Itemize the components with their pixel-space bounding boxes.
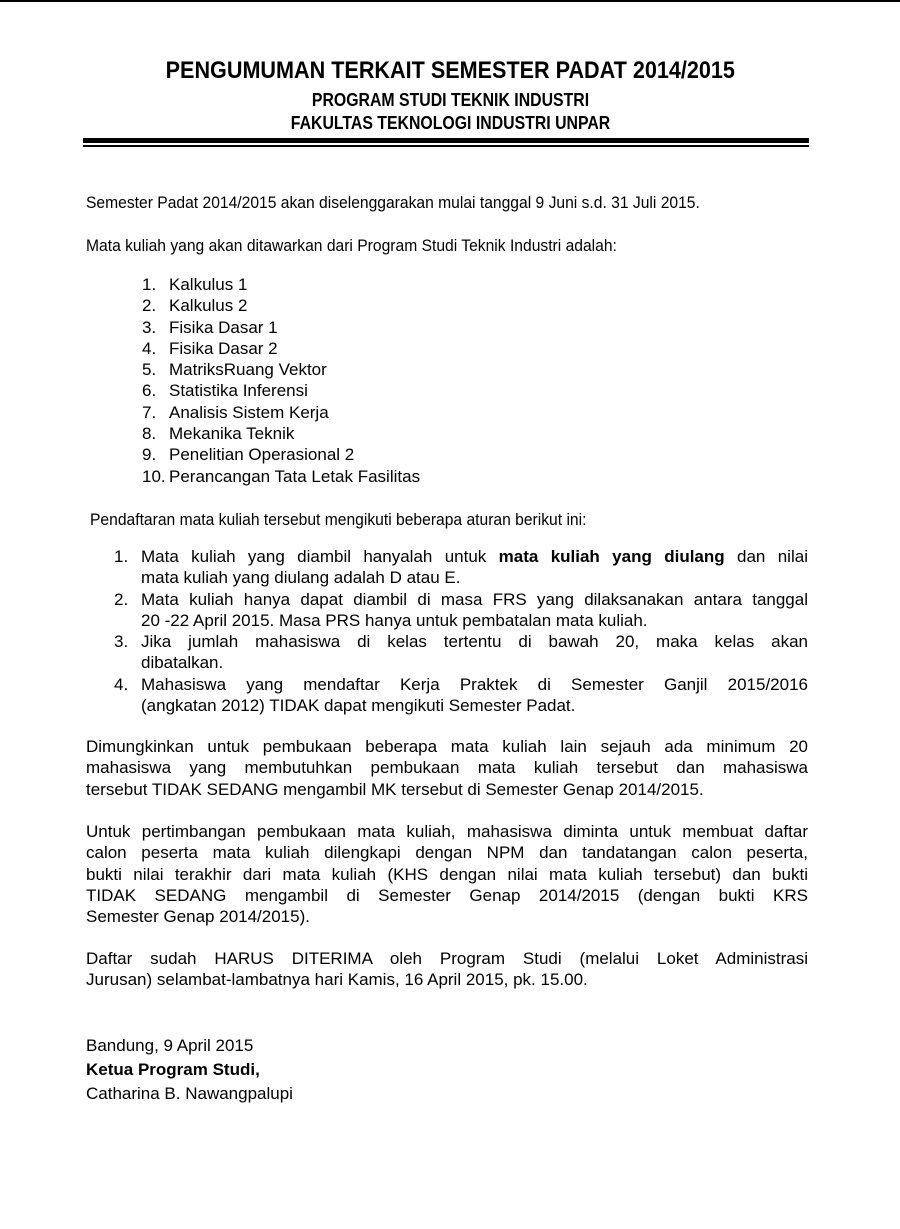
course-item: 5. MatriksRuang Vektor (142, 360, 327, 380)
course-item: 9. Penelitian Operasional 2 (142, 445, 355, 465)
course-item: 7. Analisis Sistem Kerja (142, 402, 329, 422)
page-top-border (0, 0, 900, 2)
emphasis-repeated-courses: mata kuliah yang diulang (498, 547, 725, 566)
additional-courses-paragraph: Dimungkinkan untuk pembukaan beberapa mata kuliah lain sejauh ada minimum 20 mahasiswa yang membutuhkan pembukaan mata kuliah tersebut dan mahasiswa tersebut TIDAK SEDANG mengambil MK tersebut di Semester Genap 2014/2015. (86, 737, 808, 799)
rule-item: 2. Mata kuliah hanya dapat diambil di masa FRS yang dilaksanakan antara tanggal 20 -22 April 2015. Masa PRS hanya untuk pembatalan mata kuliah. (114, 589, 808, 630)
signature-role: Ketua Program Studi, (86, 1060, 260, 1079)
document-title: PENGUMUMAN TERKAIT SEMESTER PADAT 2014/2015 (165, 57, 735, 84)
requirements-paragraph: Untuk pertimbangan pembukaan mata kuliah, mahasiswa diminta untuk membuat daftar calon peserta mata kuliah dilengkapi dengan NPM dan tandatangan calon peserta, bukti nilai terakhir dari mata kuliah (KHS dengan nilai mata kuliah tersebut) dan bukti TIDAK SEDANG mengambil di Semester Genap 2014/2015 (dengan bukti KRS Semester Genap 2014/2015). (86, 822, 808, 927)
header-divider-thick (83, 138, 809, 143)
signature-place-date: Bandung, 9 April 2015 (86, 1036, 254, 1055)
course-list (142, 274, 420, 487)
course-item: 8. Mekanika Teknik (142, 424, 295, 444)
signature-name: Catharina B. Nawangpalupi (86, 1084, 293, 1103)
document-subtitle-faculty: FAKULTAS TEKNOLOGI INDUSTRI UNPAR (290, 113, 610, 133)
signature-block (86, 1034, 293, 1106)
course-item: 4. Fisika Dasar 2 (142, 338, 278, 358)
course-item: 3. Fisika Dasar 1 (142, 317, 278, 337)
document-subtitle-program: PROGRAM STUDI TEKNIK INDUSTRI (311, 90, 589, 110)
course-item: 1. Kalkulus 1 (142, 275, 248, 294)
rule-item: 1. Mata kuliah yang diambil hanyalah untuk mata kuliah yang diulang dan nilai mata kuliah yang diulang adalah D atau E. (114, 547, 808, 588)
rule-item: 3. Jika jumlah mahasiswa di kelas tertentu di bawah 20, maka kelas akan dibatalkan. (114, 632, 808, 673)
course-item: 2. Kalkulus 2 (142, 296, 248, 316)
rule-item: 4. Mahasiswa yang mendaftar Kerja Praktek di Semester Ganjil 2015/2016 (angkatan 2012) TIDAK dapat mengikuti Semester Padat. (114, 674, 808, 716)
rules-list (114, 546, 808, 716)
deadline-paragraph: Daftar sudah HARUS DITERIMA oleh Program Studi (melalui Loket Administrasi Jurusan) selambat-lambatnya hari Kamis, 16 April 2015, pk. 15.00. (86, 949, 808, 990)
course-item: 6. Statistika Inferensi (142, 381, 308, 401)
rules-intro: Pendaftaran mata kuliah tersebut mengikuti beberapa aturan berikut ini: (90, 510, 587, 529)
courses-intro: Mata kuliah yang akan ditawarkan dari Program Studi Teknik Industri adalah: (86, 236, 617, 255)
header-divider-thin (83, 145, 809, 147)
course-item: 10. Perancangan Tata Letak Fasilitas (142, 466, 421, 486)
schedule-paragraph: Semester Padat 2014/2015 akan diselenggarakan mulai tanggal 9 Juni s.d. 31 Juli 2015. (86, 193, 700, 212)
